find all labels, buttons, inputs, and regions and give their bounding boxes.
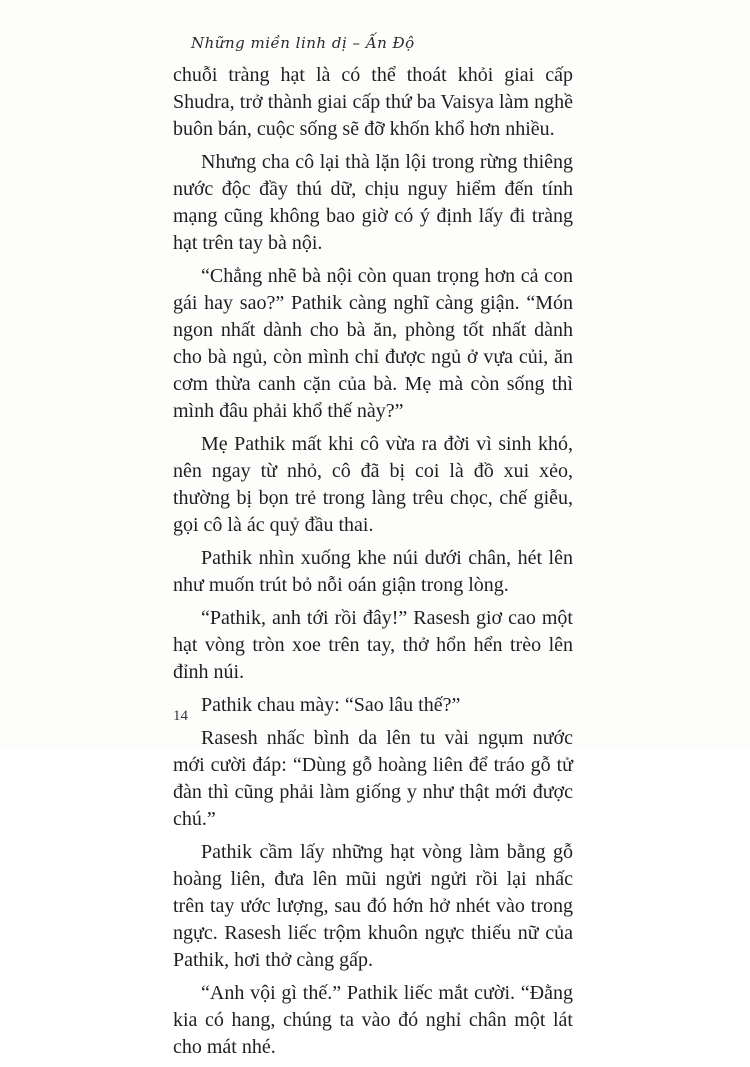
paragraph: Pathik chau mày: “Sao lâu thế?” (201, 694, 461, 716)
paragraph: chuỗi tràng hạt là có thể thoát khỏi giai cấp Shudra, trở thành giai cấp thứ ba Vaisya làm nghề buôn bán, cuộc sống sẽ đỡ khốn khổ hơn nhiều. (173, 64, 573, 140)
paragraph: “Anh vội gì thế.” Pathik liếc mắt cười. “Đằng kia có hang, chúng ta vào đó nghỉ chân một lát cho mát nhé. (173, 982, 573, 1058)
running-header: Những miền linh dị – Ấn Độ (191, 34, 415, 52)
paragraph: Pathik cầm lấy những hạt vòng làm bằng gỗ hoàng liên, đưa lên mũi ngửi ngửi rồi lại nhấc trên tay ước lượng, sau đó hớn hở nhét vào trong ngực. Rasesh liếc trộm khuôn ngực thiếu nữ của Pathik, hơi thở càng gấp. (173, 841, 573, 971)
paragraph: “Chẳng nhẽ bà nội còn quan trọng hơn cả con gái hay sao?” Pathik càng nghĩ càng giận. “Món ngon nhất dành cho bà ăn, phòng tốt nhất dành cho bà ngủ, còn mình chỉ được ngủ ở vựa củi, ăn cơm thừa canh cặn của bà. Mẹ mà còn sống thì mình đâu phải khổ thế này?” (173, 265, 573, 422)
paragraph: Rasesh nhấc bình da lên tu vài ngụm nước mới cười đáp: “Dùng gỗ hoàng liên để tráo gỗ tử đàn thì cũng phải làm giống y như thật mới được chú.” (173, 727, 573, 830)
page-number: 14 (173, 708, 188, 724)
body-text (173, 62, 573, 1067)
paragraph: Nhưng cha cô lại thà lặn lội trong rừng thiêng nước độc đầy thú dữ, chịu nguy hiểm đến tính mạng cũng không bao giờ có ý định lấy đi tràng hạt trên tay bà nội. (173, 151, 573, 254)
paragraph: Pathik nhìn xuống khe núi dưới chân, hét lên như muốn trút bỏ nỗi oán giận trong lòng. (173, 547, 573, 596)
paragraph: “Pathik, anh tới rồi đây!” Rasesh giơ cao một hạt vòng tròn xoe trên tay, thở hổn hển trèo lên đỉnh núi. (173, 607, 573, 683)
paragraph: Mẹ Pathik mất khi cô vừa ra đời vì sinh khó, nên ngay từ nhỏ, cô đã bị coi là đồ xui xẻo, thường bị bọn trẻ trong làng trêu chọc, chế giễu, gọi cô là ác quỷ đầu thai. (173, 433, 573, 536)
